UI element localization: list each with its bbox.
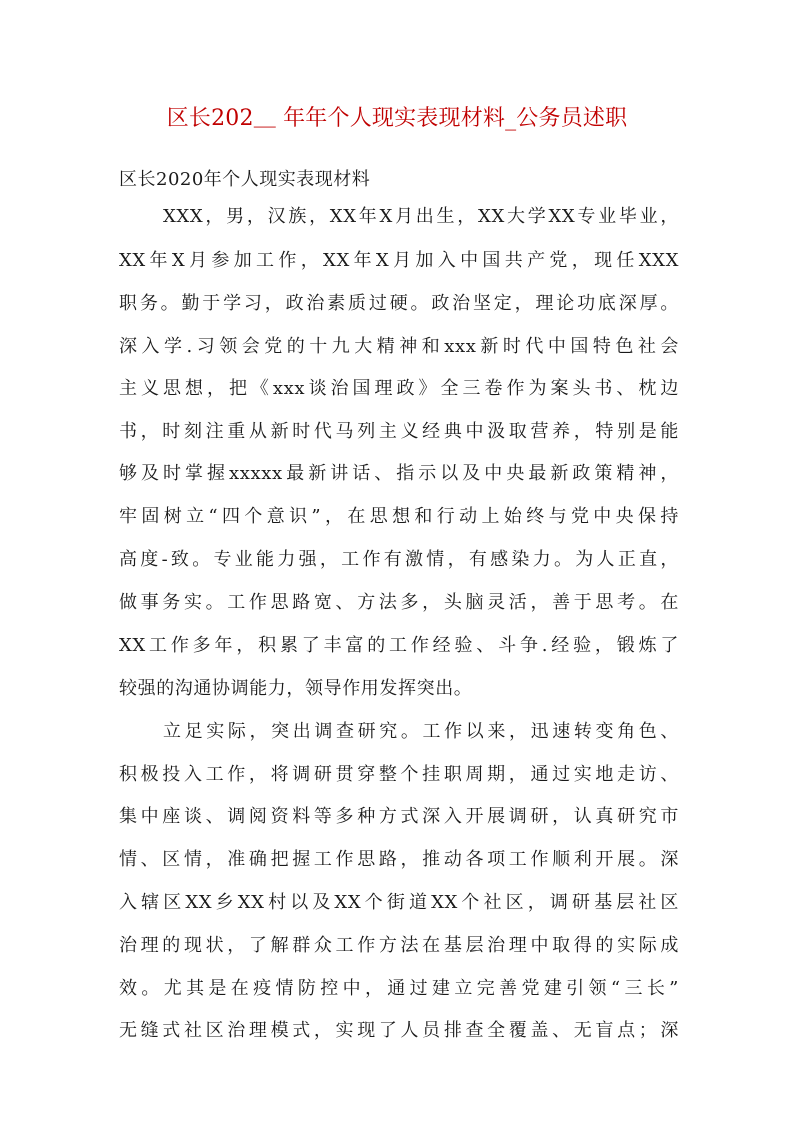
text-line: 主义思想，把《xxx谈治国理政》全三卷作为案头书、枕边: [119, 378, 679, 399]
text-line: 入辖区XX乡XX村以及XX个街道XX个社区，调研基层社区: [119, 892, 679, 913]
text-line: 做事务实。工作思路宽、方法多，头脑灵活，善于思考。在: [119, 592, 679, 613]
text-line: 集中座谈、调阅资料等多种方式深入开展调研，认真研究市: [119, 806, 679, 827]
text-line: 效。尤其是在疫情防控中，通过建立完善党建引领“三长”: [119, 978, 679, 999]
text-line: 够及时掌握xxxxx最新讲话、指示以及中央最新政策精神，: [119, 463, 679, 484]
text-line: 职务。勤于学习，政治素质过硬。政治坚定，理论功底深厚。: [119, 293, 679, 314]
text-line: 深入学.习领会党的十九大精神和xxx新时代中国特色社会: [119, 336, 679, 357]
text-line: 治理的现状，了解群众工作方法在基层治理中取得的实际成: [119, 935, 679, 956]
text-line: 较强的沟通协调能力，领导作用发挥突出。: [119, 678, 473, 699]
text-line: 积极投入工作，将调研贯穿整个挂职周期，通过实地走访、: [119, 764, 679, 785]
text-line: 高度-致。专业能力强，工作有激情，有感染力。为人正直，: [119, 549, 679, 570]
text-line: XXX，男，汉族，XX年X月出生，XX大学XX专业毕业，: [163, 206, 679, 227]
text-line: 无缝式社区治理模式，实现了人员排查全覆盖、无盲点；深: [119, 1020, 679, 1041]
text-line: 情、区情，准确把握工作思路，推动各项工作顺利开展。深: [119, 849, 679, 870]
text-line: 立足实际，突出调查研究。工作以来，迅速转变角色、: [163, 721, 679, 742]
document-title: 区长202＿ 年年个人现实表现材料_公务员述职: [166, 106, 628, 131]
text-line: XX年X月参加工作，XX年X月加入中国共产党，现任XXX: [119, 250, 679, 271]
text-line: 牢固树立“四个意识”，在思想和行动上始终与党中央保持: [119, 506, 679, 527]
text-line: 书，时刻注重从新时代马列主义经典中汲取营养，特别是能: [119, 421, 679, 442]
text-line: XX工作多年，积累了丰富的工作经验、斗争.经验，锻炼了: [119, 635, 679, 656]
document-subtitle: 区长2020年个人现实表现材料: [119, 169, 371, 190]
